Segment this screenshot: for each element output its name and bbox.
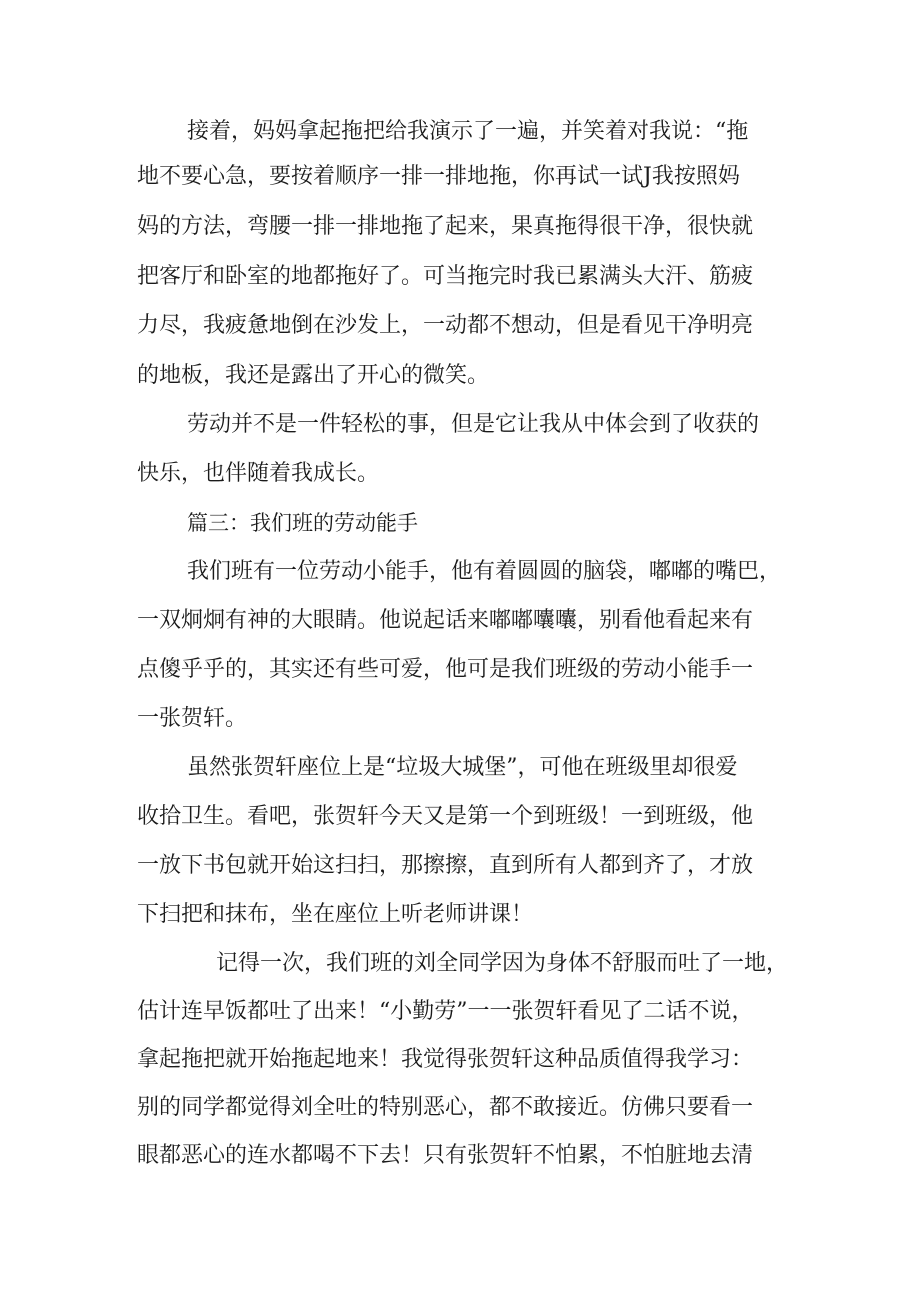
paragraph-line: 快乐，也伴随着我成长。 (137, 461, 380, 486)
paragraph-line: 妈的方法，弯腰一排一排地拖了起来，果真拖得很干净，很快就 (137, 214, 754, 239)
paragraph-line: 一放下书包就开始这扫扫，那擦擦，直到所有人都到齐了，才放 (137, 853, 754, 878)
paragraph-line: 别的同学都觉得刘全吐的特别恶心，都不敢接近。仿佛只要看一 (137, 1095, 754, 1120)
paragraph-line: 眼都恶心的连水都喝不下去！只有张贺轩不怕累，不怕脏地去清 (137, 1143, 754, 1168)
paragraph-line: 我们班有一位劳动小能手，他有着圆圆的脑袋，嘟嘟的嘴巴， (187, 559, 782, 584)
paragraph-line: 拿起拖把就开始拖起地来！我觉得张贺轩这种品质值得我学习： (137, 1047, 754, 1072)
paragraph-line: 一双炯炯有神的大眼睛。他说起话来嘟嘟囔囔，别看他看起来有 (137, 608, 754, 633)
paragraph-line: 劳动并不是一件轻松的事，但是它让我从中体会到了收获的 (187, 412, 760, 437)
paragraph-line: 记得一次，我们班的刘全同学因为身体不舒服而吐了一地， (216, 951, 789, 976)
paragraph-line: 虽然张贺轩座位上是“垃圾大城堡”，可他在班级里却很爱 (187, 755, 738, 780)
paragraph-line: 估计连早饭都吐了出来！“小勤劳”一一张贺轩看见了二话不说， (137, 999, 754, 1024)
paragraph-line: 下扫把和抹布，坐在座位上听老师讲课！ (137, 902, 534, 927)
paragraph-line: 的地板，我还是露出了开心的微笑。 (137, 363, 490, 388)
paragraph-line: 地不要心急，要按着顺序一排一排地拖，你再试一试J我按照妈 (137, 164, 740, 189)
paragraph-line: 把客厅和卧室的地都拖好了。可当拖完时我已累满头大汗、筋疲 (137, 264, 754, 289)
paragraph-line: 点傻乎乎的，其实还有些可爱，他可是我们班级的劳动小能手一 (137, 657, 754, 682)
paragraph-line: 收拾卫生。看吧，张贺轩今天又是第一个到班级！一到班级，他 (137, 804, 754, 829)
paragraph-line: 力尽，我疲惫地倒在沙发上，一动都不想动，但是看见干净明亮 (137, 313, 754, 338)
paragraph-line: 接着，妈妈拿起拖把给我演示了一遍，并笑着对我说：“拖 (187, 119, 749, 144)
section-heading: 篇三：我们班的劳动能手 (187, 511, 418, 535)
paragraph-line: 一张贺轩。 (137, 706, 248, 731)
